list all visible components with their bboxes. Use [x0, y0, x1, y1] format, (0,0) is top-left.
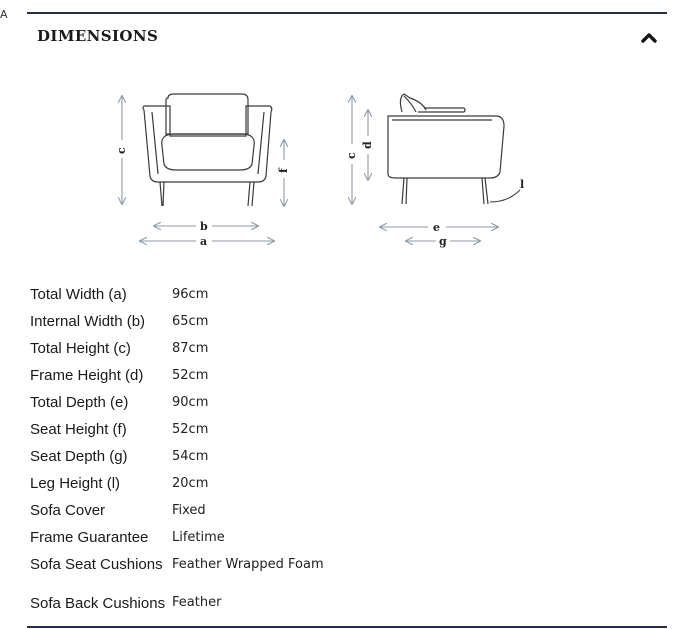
- spec-row: [27, 416, 324, 443]
- front-label-c: c: [115, 147, 128, 154]
- spec-label: Sofa Back Cushions: [30, 594, 166, 612]
- spec-row: [27, 443, 324, 470]
- spec-label: Sofa Seat Cushions: [30, 556, 163, 573]
- armchair-side-view: [388, 94, 504, 204]
- dimensions-spec-table: [27, 281, 324, 626]
- front-label-a: a: [200, 235, 208, 248]
- spec-row: [27, 389, 324, 416]
- spec-value: 52cm: [172, 422, 209, 437]
- armchair-front-view: [143, 94, 272, 206]
- spec-label: Seat Height (f): [30, 421, 127, 438]
- spec-label: Leg Height (l): [30, 475, 121, 492]
- side-label-g: g: [439, 235, 447, 248]
- spec-row: [27, 497, 324, 524]
- spec-row: [27, 578, 324, 626]
- spec-label: Total Width (a): [30, 286, 127, 303]
- spec-label: Sofa Cover: [30, 502, 106, 519]
- armchair-dimension-diagram: [100, 86, 540, 256]
- spec-row: [27, 308, 324, 335]
- front-label-b: b: [200, 220, 208, 233]
- spec-row: [27, 335, 324, 362]
- spec-row: [27, 470, 324, 497]
- chevron-up-icon[interactable]: [639, 28, 659, 48]
- spec-value: 87cm: [172, 341, 209, 356]
- section-title: DIMENSIONS: [37, 27, 159, 45]
- spec-value: Fixed: [172, 503, 206, 518]
- dimensions-accordion-header[interactable]: [27, 14, 667, 60]
- spec-value: 65cm: [172, 314, 209, 329]
- side-leg-height-pointer: [490, 190, 520, 202]
- spec-value: 20cm: [172, 476, 209, 491]
- spec-label: Internal Width (b): [30, 313, 146, 330]
- front-label-f: f: [277, 168, 290, 173]
- spec-value: 96cm: [172, 287, 209, 302]
- spec-value: 52cm: [172, 368, 209, 383]
- spec-value: Feather: [172, 594, 222, 610]
- spec-value: Feather Wrapped Foam: [172, 557, 324, 572]
- spec-row: [27, 551, 324, 578]
- spec-value: Lifetime: [172, 530, 225, 545]
- spec-label: Total Height (c): [30, 340, 131, 357]
- side-label-c: c: [345, 152, 358, 159]
- side-label-l: l: [520, 178, 525, 191]
- spec-label: Seat Depth (g): [30, 448, 128, 465]
- spec-row: [27, 524, 324, 551]
- spec-label: Total Depth (e): [30, 394, 129, 411]
- side-label-d: d: [361, 141, 374, 149]
- side-label-e: e: [433, 221, 440, 234]
- spec-row: [27, 281, 324, 308]
- spec-label: Frame Guarantee: [30, 529, 149, 546]
- spec-value: 54cm: [172, 449, 209, 464]
- corner-mark: A: [0, 8, 8, 21]
- spec-value: 90cm: [172, 395, 209, 410]
- spec-row: [27, 362, 324, 389]
- section-bottom-divider: [27, 626, 667, 628]
- spec-label: Frame Height (d): [30, 367, 144, 384]
